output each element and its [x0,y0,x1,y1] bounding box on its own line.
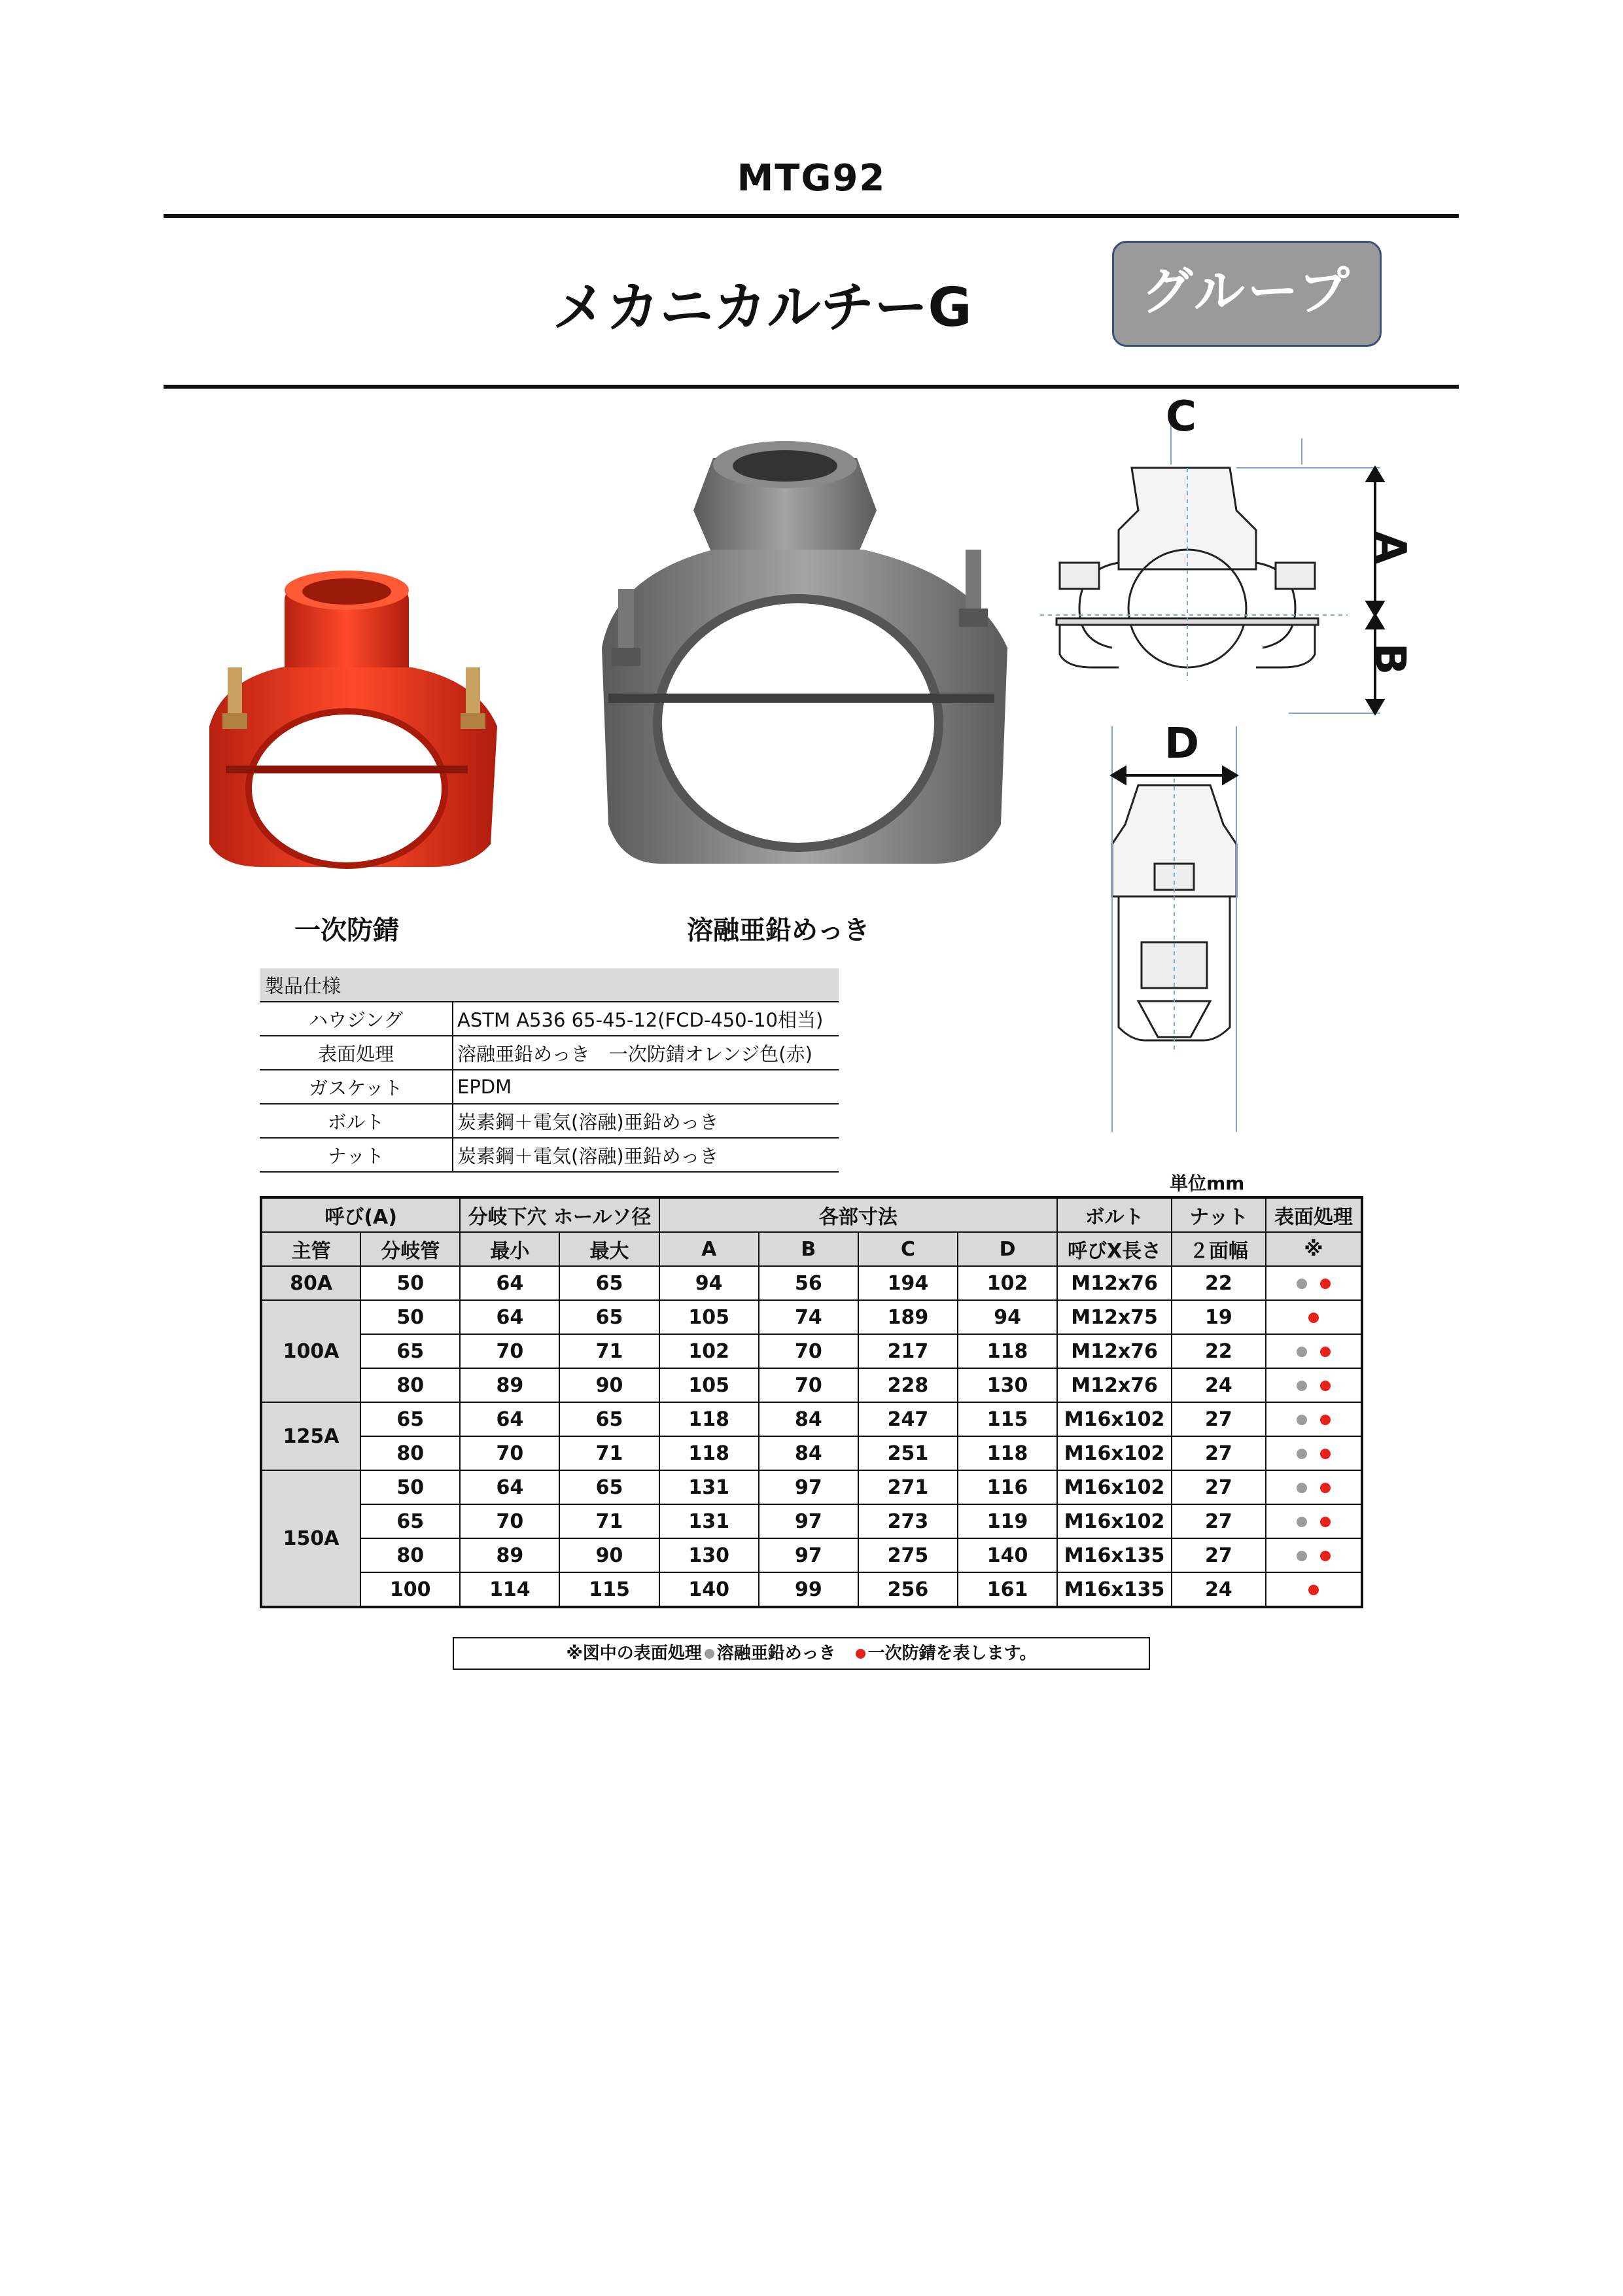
nut-cell: 24 [1172,1572,1266,1607]
header-dims: 各部寸法 [659,1197,1058,1232]
min-cell: 64 [460,1266,559,1300]
min-cell: 70 [460,1334,559,1368]
max-cell: 90 [559,1368,659,1402]
galv-dot-icon [705,1649,714,1659]
dimension-table [260,1196,1363,1608]
bolt-cell: M12x75 [1057,1300,1172,1334]
d-cell: 140 [958,1538,1057,1572]
nut-cell: 22 [1172,1266,1266,1300]
dim-label-a: A [1365,531,1414,564]
min-cell: 89 [460,1368,559,1402]
d-cell: 102 [958,1266,1057,1300]
table-row [261,1572,1362,1607]
b-cell: 84 [759,1402,858,1436]
c-cell: 256 [858,1572,958,1607]
spec-row [260,1036,839,1070]
max-cell: 71 [559,1334,659,1368]
primer-dot-icon [1320,1279,1331,1289]
nut-cell: 27 [1172,1538,1266,1572]
finish-cell [1266,1402,1362,1436]
galv-dot-icon [1297,1415,1307,1425]
c-cell: 217 [858,1334,958,1368]
primer-dot-icon [1320,1517,1331,1527]
branch-cell: 65 [360,1504,460,1538]
table-row [261,1504,1362,1538]
spec-value: 炭素鋼＋電気(溶融)亜鉛めっき [453,1104,839,1138]
note-galv: 溶融亜鉛めっき [716,1644,836,1663]
branch-cell: 65 [360,1402,460,1436]
header-main: 主管 [261,1232,360,1266]
c-cell: 275 [858,1538,958,1572]
d-cell: 119 [958,1504,1057,1538]
c-cell: 247 [858,1402,958,1436]
main-pipe-cell: 100A [261,1300,360,1402]
spec-key: ガスケット [260,1070,453,1104]
galvanized-tee-image [582,432,1027,877]
branch-cell: 80 [360,1368,460,1402]
d-cell: 130 [958,1368,1057,1402]
nut-cell: 27 [1172,1402,1266,1436]
nut-cell: 27 [1172,1436,1266,1470]
galv-dot-icon [1297,1449,1307,1459]
header-min: 最小 [460,1232,559,1266]
primer-dot-icon [1308,1313,1319,1323]
table-row [261,1300,1362,1334]
top-rule [164,214,1459,218]
spec-value: 溶融亜鉛めっき 一次防錆オレンジ色(赤) [453,1036,839,1070]
primer-tee-image [196,569,510,877]
c-cell: 189 [858,1300,958,1334]
header-hole: 分岐下穴 ホールソ径 [460,1197,659,1232]
branch-cell: 80 [360,1538,460,1572]
galv-dot-icon [1297,1483,1307,1493]
c-cell: 271 [858,1470,958,1504]
b-cell: 97 [759,1504,858,1538]
spec-heading: 製品仕様 [260,968,839,1002]
caption-primer: 一次防錆 [294,915,399,945]
primer-dot-icon [1320,1381,1331,1391]
spec-key: ナット [260,1138,453,1172]
a-cell: 102 [659,1334,759,1368]
primer-dot-icon [1320,1449,1331,1459]
note-primer: 一次防錆を表します。 [867,1644,1037,1663]
a-cell: 105 [659,1368,759,1402]
spec-key: 表面処理 [260,1036,453,1070]
primer-dot-icon [1320,1415,1331,1425]
bolt-cell: M16x102 [1057,1436,1172,1470]
bolt-cell: M16x135 [1057,1572,1172,1607]
bolt-cell: M12x76 [1057,1334,1172,1368]
finish-cell [1266,1266,1362,1300]
d-cell: 116 [958,1470,1057,1504]
max-cell: 115 [559,1572,659,1607]
c-cell: 194 [858,1266,958,1300]
min-cell: 64 [460,1402,559,1436]
a-cell: 118 [659,1436,759,1470]
header-bolt-size: 呼びX長さ [1057,1232,1172,1266]
branch-cell: 100 [360,1572,460,1607]
bolt-cell: M16x102 [1057,1470,1172,1504]
dimension-drawing [1040,399,1446,1139]
finish-cell [1266,1368,1362,1402]
header-c: C [858,1232,958,1266]
finish-cell [1266,1470,1362,1504]
table-row [261,1266,1362,1300]
finish-cell [1266,1334,1362,1368]
b-cell: 70 [759,1368,858,1402]
a-cell: 105 [659,1300,759,1334]
group-badge: グループ [1112,241,1382,347]
header-nut-width: ２面幅 [1172,1232,1266,1266]
header-d: D [958,1232,1057,1266]
min-cell: 64 [460,1470,559,1504]
table-row [261,1538,1362,1572]
finish-cell [1266,1572,1362,1607]
c-cell: 228 [858,1368,958,1402]
a-cell: 131 [659,1504,759,1538]
nut-cell: 27 [1172,1470,1266,1504]
galv-dot-icon [1297,1381,1307,1391]
c-cell: 273 [858,1504,958,1538]
min-cell: 64 [460,1300,559,1334]
header-nut: ナット [1172,1197,1266,1232]
b-cell: 97 [759,1538,858,1572]
primer-dot-icon [1320,1551,1331,1561]
table-row [261,1402,1362,1436]
max-cell: 71 [559,1436,659,1470]
bolt-cell: M16x102 [1057,1504,1172,1538]
min-cell: 114 [460,1572,559,1607]
caption-galvanized: 溶融亜鉛めっき [687,915,870,945]
b-cell: 74 [759,1300,858,1334]
bolt-cell: M12x76 [1057,1266,1172,1300]
b-cell: 70 [759,1334,858,1368]
branch-cell: 50 [360,1266,460,1300]
model-number: MTG92 [737,157,886,200]
branch-cell: 65 [360,1334,460,1368]
max-cell: 65 [559,1402,659,1436]
d-cell: 115 [958,1402,1057,1436]
dim-label-c: C [1166,393,1196,441]
spec-value: EPDM [453,1070,839,1104]
header-branch: 分岐管 [360,1232,460,1266]
header-max: 最大 [559,1232,659,1266]
bolt-cell: M16x102 [1057,1402,1172,1436]
title-rule [164,385,1459,389]
nut-cell: 22 [1172,1334,1266,1368]
spec-value: 炭素鋼＋電気(溶融)亜鉛めっき [453,1138,839,1172]
finish-note [453,1637,1150,1670]
a-cell: 130 [659,1538,759,1572]
finish-cell [1266,1300,1362,1334]
header-nominal: 呼び(A) [261,1197,460,1232]
product-title: メカニカルチーG [552,277,972,339]
galv-dot-icon [1297,1279,1307,1289]
table-row [261,1436,1362,1470]
finish-cell [1266,1436,1362,1470]
header-bolt: ボルト [1057,1197,1172,1232]
d-cell: 94 [958,1300,1057,1334]
main-pipe-cell: 80A [261,1266,360,1300]
max-cell: 71 [559,1504,659,1538]
header-a: A [659,1232,759,1266]
a-cell: 131 [659,1470,759,1504]
d-cell: 118 [958,1436,1057,1470]
nut-cell: 19 [1172,1300,1266,1334]
dim-label-b: B [1365,643,1414,675]
primer-dot-icon [1320,1347,1331,1357]
max-cell: 90 [559,1538,659,1572]
primer-dot-icon [1308,1585,1319,1595]
table-row [261,1470,1362,1504]
spec-row [260,1002,839,1036]
table-row [261,1368,1362,1402]
spec-key: ハウジング [260,1002,453,1036]
finish-cell [1266,1504,1362,1538]
main-pipe-cell: 125A [261,1402,360,1470]
header-b: B [759,1232,858,1266]
galv-dot-icon [1297,1347,1307,1357]
bolt-cell: M16x135 [1057,1538,1172,1572]
header-finish: 表面処理 [1266,1197,1362,1232]
b-cell: 99 [759,1572,858,1607]
min-cell: 89 [460,1538,559,1572]
nut-cell: 27 [1172,1504,1266,1538]
main-pipe-cell: 150A [261,1470,360,1607]
dim-label-d: D [1164,720,1200,768]
d-cell: 118 [958,1334,1057,1368]
b-cell: 56 [759,1266,858,1300]
spec-table [260,968,839,1173]
a-cell: 118 [659,1402,759,1436]
branch-cell: 80 [360,1436,460,1470]
max-cell: 65 [559,1266,659,1300]
header-finish-mark: ※ [1266,1232,1362,1266]
finish-cell [1266,1538,1362,1572]
primer-dot-icon [1320,1483,1331,1493]
min-cell: 70 [460,1504,559,1538]
min-cell: 70 [460,1436,559,1470]
table-row [261,1334,1362,1368]
galv-dot-icon [1297,1517,1307,1527]
d-cell: 161 [958,1572,1057,1607]
branch-cell: 50 [360,1300,460,1334]
branch-cell: 50 [360,1470,460,1504]
spec-row [260,1070,839,1104]
galv-dot-icon [1297,1551,1307,1561]
c-cell: 251 [858,1436,958,1470]
nut-cell: 24 [1172,1368,1266,1402]
spec-key: ボルト [260,1104,453,1138]
dimension-table-body [261,1266,1362,1607]
unit-label: 単位mm [1170,1173,1245,1194]
primer-dot-icon [856,1649,865,1659]
spec-row [260,1138,839,1172]
max-cell: 65 [559,1470,659,1504]
bolt-cell: M12x76 [1057,1368,1172,1402]
b-cell: 84 [759,1436,858,1470]
spec-row [260,1104,839,1138]
a-cell: 94 [659,1266,759,1300]
a-cell: 140 [659,1572,759,1607]
note-prefix: ※図中の表面処理 [566,1644,702,1663]
max-cell: 65 [559,1300,659,1334]
b-cell: 97 [759,1470,858,1504]
spec-value: ASTM A536 65-45-12(FCD-450-10相当) [453,1002,839,1036]
